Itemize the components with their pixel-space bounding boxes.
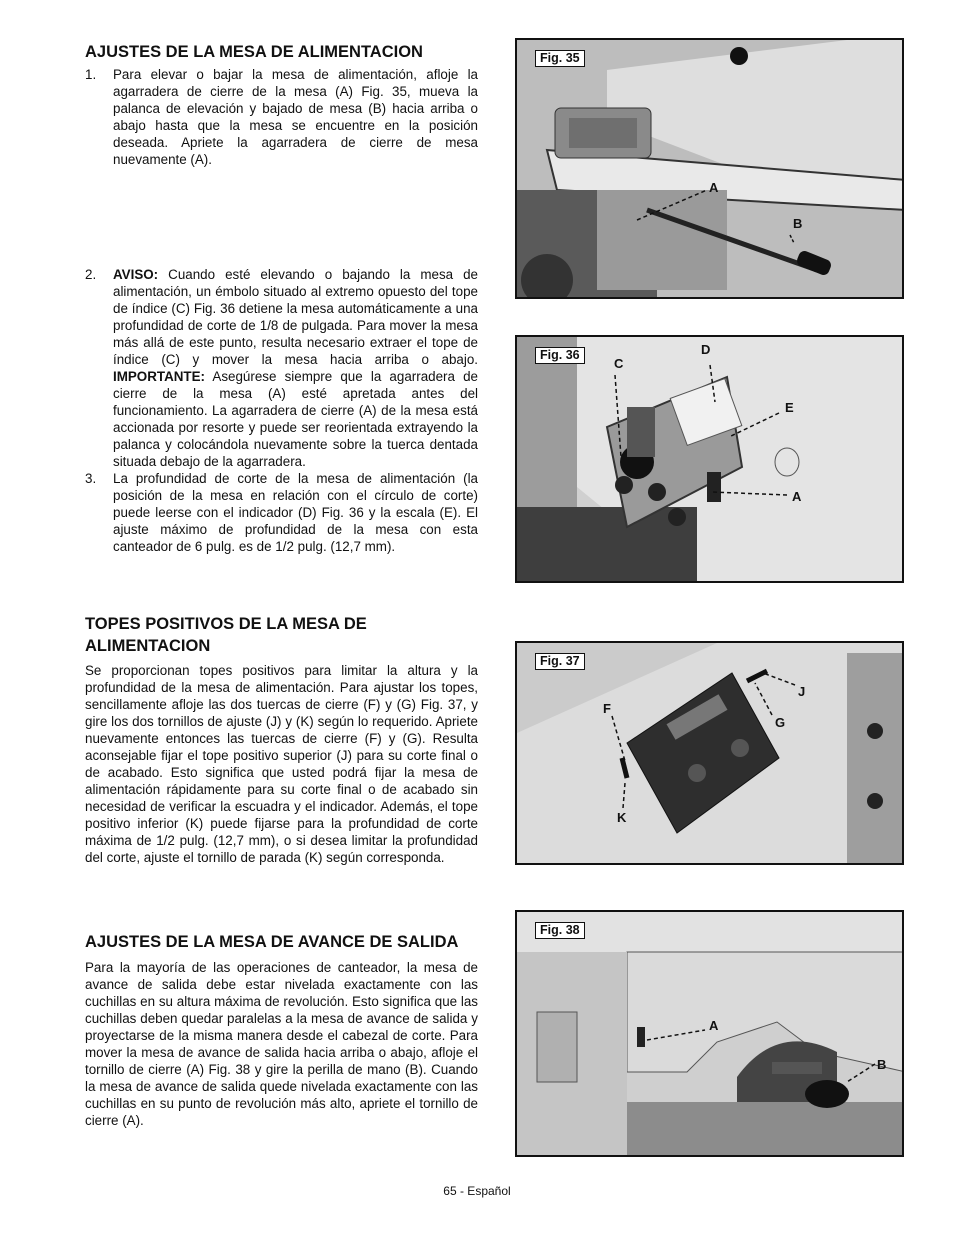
section-title: TOPES POSITIVOS DE LA MESA DE ALIMENTACION (85, 615, 367, 655)
callout-a: A (709, 1018, 719, 1033)
section-text: Se proporcionan topes positivos para limitar la altura y la profundidad de la mesa de alimentación. Para ajustar los topes, sencillamente afloje las dos tuercas de cierre (F) y (G) Fig. 37, y gire los dos tornillos de ajuste (J) y (K) según lo requerido. Apriete nuevamente entonces las tuercas de cierre (F) y (G). Resulta aconsejable fijar el tope positivo superior (J) para su corte final o de acabado. Esto significa que usted podrá fijar la mesa de alimentación rápidamente para su corte final o de acabado sin necesidad de verificar la escuadra y el indicador. Además, el tope positivo inferior (K) puede fijarse para la profundidad de corte máxima de 1/2 pulg. (12,7 mm), o si desea limitar la profundidad del corte, ajuste el tornillo de parada (K) según corresponda. (85, 663, 478, 865)
figure-35 (515, 38, 904, 299)
notice-label: AVISO: (113, 267, 159, 282)
item-text: Para elevar o bajar la mesa de alimentación, afloje la agarradera de cierre de la mesa (A) Fig. 35, mueva la palanca de elevación y bajado de mesa (B) hacia arriba o abajo hasta que la mesa se encuentre en la posición deseada. Apriete la agarradera de cierre de mesa nuevamente (A). (113, 67, 478, 167)
fig35-photo (517, 40, 904, 299)
callout-e: E (785, 400, 794, 415)
figure-38 (515, 910, 904, 1157)
callout-f: F (603, 701, 611, 716)
callout-a: A (709, 180, 719, 195)
figure-tag: Fig. 38 (535, 922, 585, 939)
figure-tag: Fig. 35 (535, 50, 585, 67)
callout-k: K (617, 810, 627, 825)
section-outfeed-table (85, 930, 478, 1129)
fig36-photo (517, 337, 904, 583)
figure-tag: Fig. 36 (535, 347, 585, 364)
figure-tag: Fig. 37 (535, 653, 585, 670)
callout-g: G (775, 715, 786, 730)
callout-a: A (792, 489, 802, 504)
callout-d: D (701, 342, 711, 357)
important-label: IMPORTANTE: (113, 369, 205, 384)
callout-b: B (877, 1057, 887, 1072)
section-positive-stops (85, 613, 478, 866)
figure-37 (515, 641, 904, 865)
item-text: Cuando esté elevando o bajando la mesa de alimentación, un émbolo situado al extremo opuesto del tope de índice (C) Fig. 36 detiene la mesa automáticamente a una profundidad de corte de 1/8 de pulgada. Para mover la mesa más allá de este punto, resulta necesario extraer el tope de índice (C) y mover la mesa hacia arriba o abajo. (113, 267, 478, 367)
item-number: 1. (85, 67, 97, 82)
section-text: Para la mayoría de las operaciones de canteador, la mesa de avance de salida debe estar nivelada exactamente con las cuchillas en su altura máxima de revolución. Esto significa que las cuchillas deben quedar paralelas a la mesa de avance de salida y proyectarse de la misma manera desde el cabezal de corte. Para mover la mesa de avance de salida hacia arriba o abajo, afloje el tornillo de cierre (A) Fig. 38 y gire la perilla de mano (B). Cuando la mesa de avance de salida quede nivelada exactamente con las cuchillas en su punto de revolución más alto, apriete el tornillo de cierre (A). (85, 960, 478, 1128)
section-feed-table-notes (85, 266, 478, 555)
fig38-photo (517, 912, 904, 1157)
section-feed-table-adjust (85, 41, 478, 168)
fig37-photo (517, 643, 904, 865)
item-number: 2. (85, 267, 97, 282)
list-item (85, 266, 478, 470)
item-text: Asegúrese siempre que la agarradera de cierre de la mesa (A) esté apretada antes del funcionamiento. La agarradera de cierre (A) de la mesa está accionada por resorte y puede ser reorientada extrayendo la palanca y colocándola nuevamente sobre la tuerca dentada situada debajo de la agarradera. (113, 369, 478, 469)
callout-b: B (793, 216, 803, 231)
list-item (85, 66, 478, 168)
item-number: 3. (85, 471, 97, 486)
list-item (85, 470, 478, 555)
callout-j: J (798, 684, 806, 699)
section-title: AJUSTES DE LA MESA DE AVANCE DE SALIDA (85, 933, 459, 951)
page-footer: 65 - Español (443, 1184, 511, 1198)
callout-c: C (614, 356, 624, 371)
figure-36 (515, 335, 904, 583)
item-text: La profundidad de corte de la mesa de alimentación (la posición de la mesa en relación con el círculo de corte) puede leerse con el indicador (D) Fig. 36 y la escala (E). El ajuste máximo de profundidad de la mesa con esta canteador de 6 pulg. es de 1/2 pulg. (12,7 mm). (113, 471, 478, 554)
section-title: AJUSTES DE LA MESA DE ALIMENTACION (85, 43, 423, 61)
